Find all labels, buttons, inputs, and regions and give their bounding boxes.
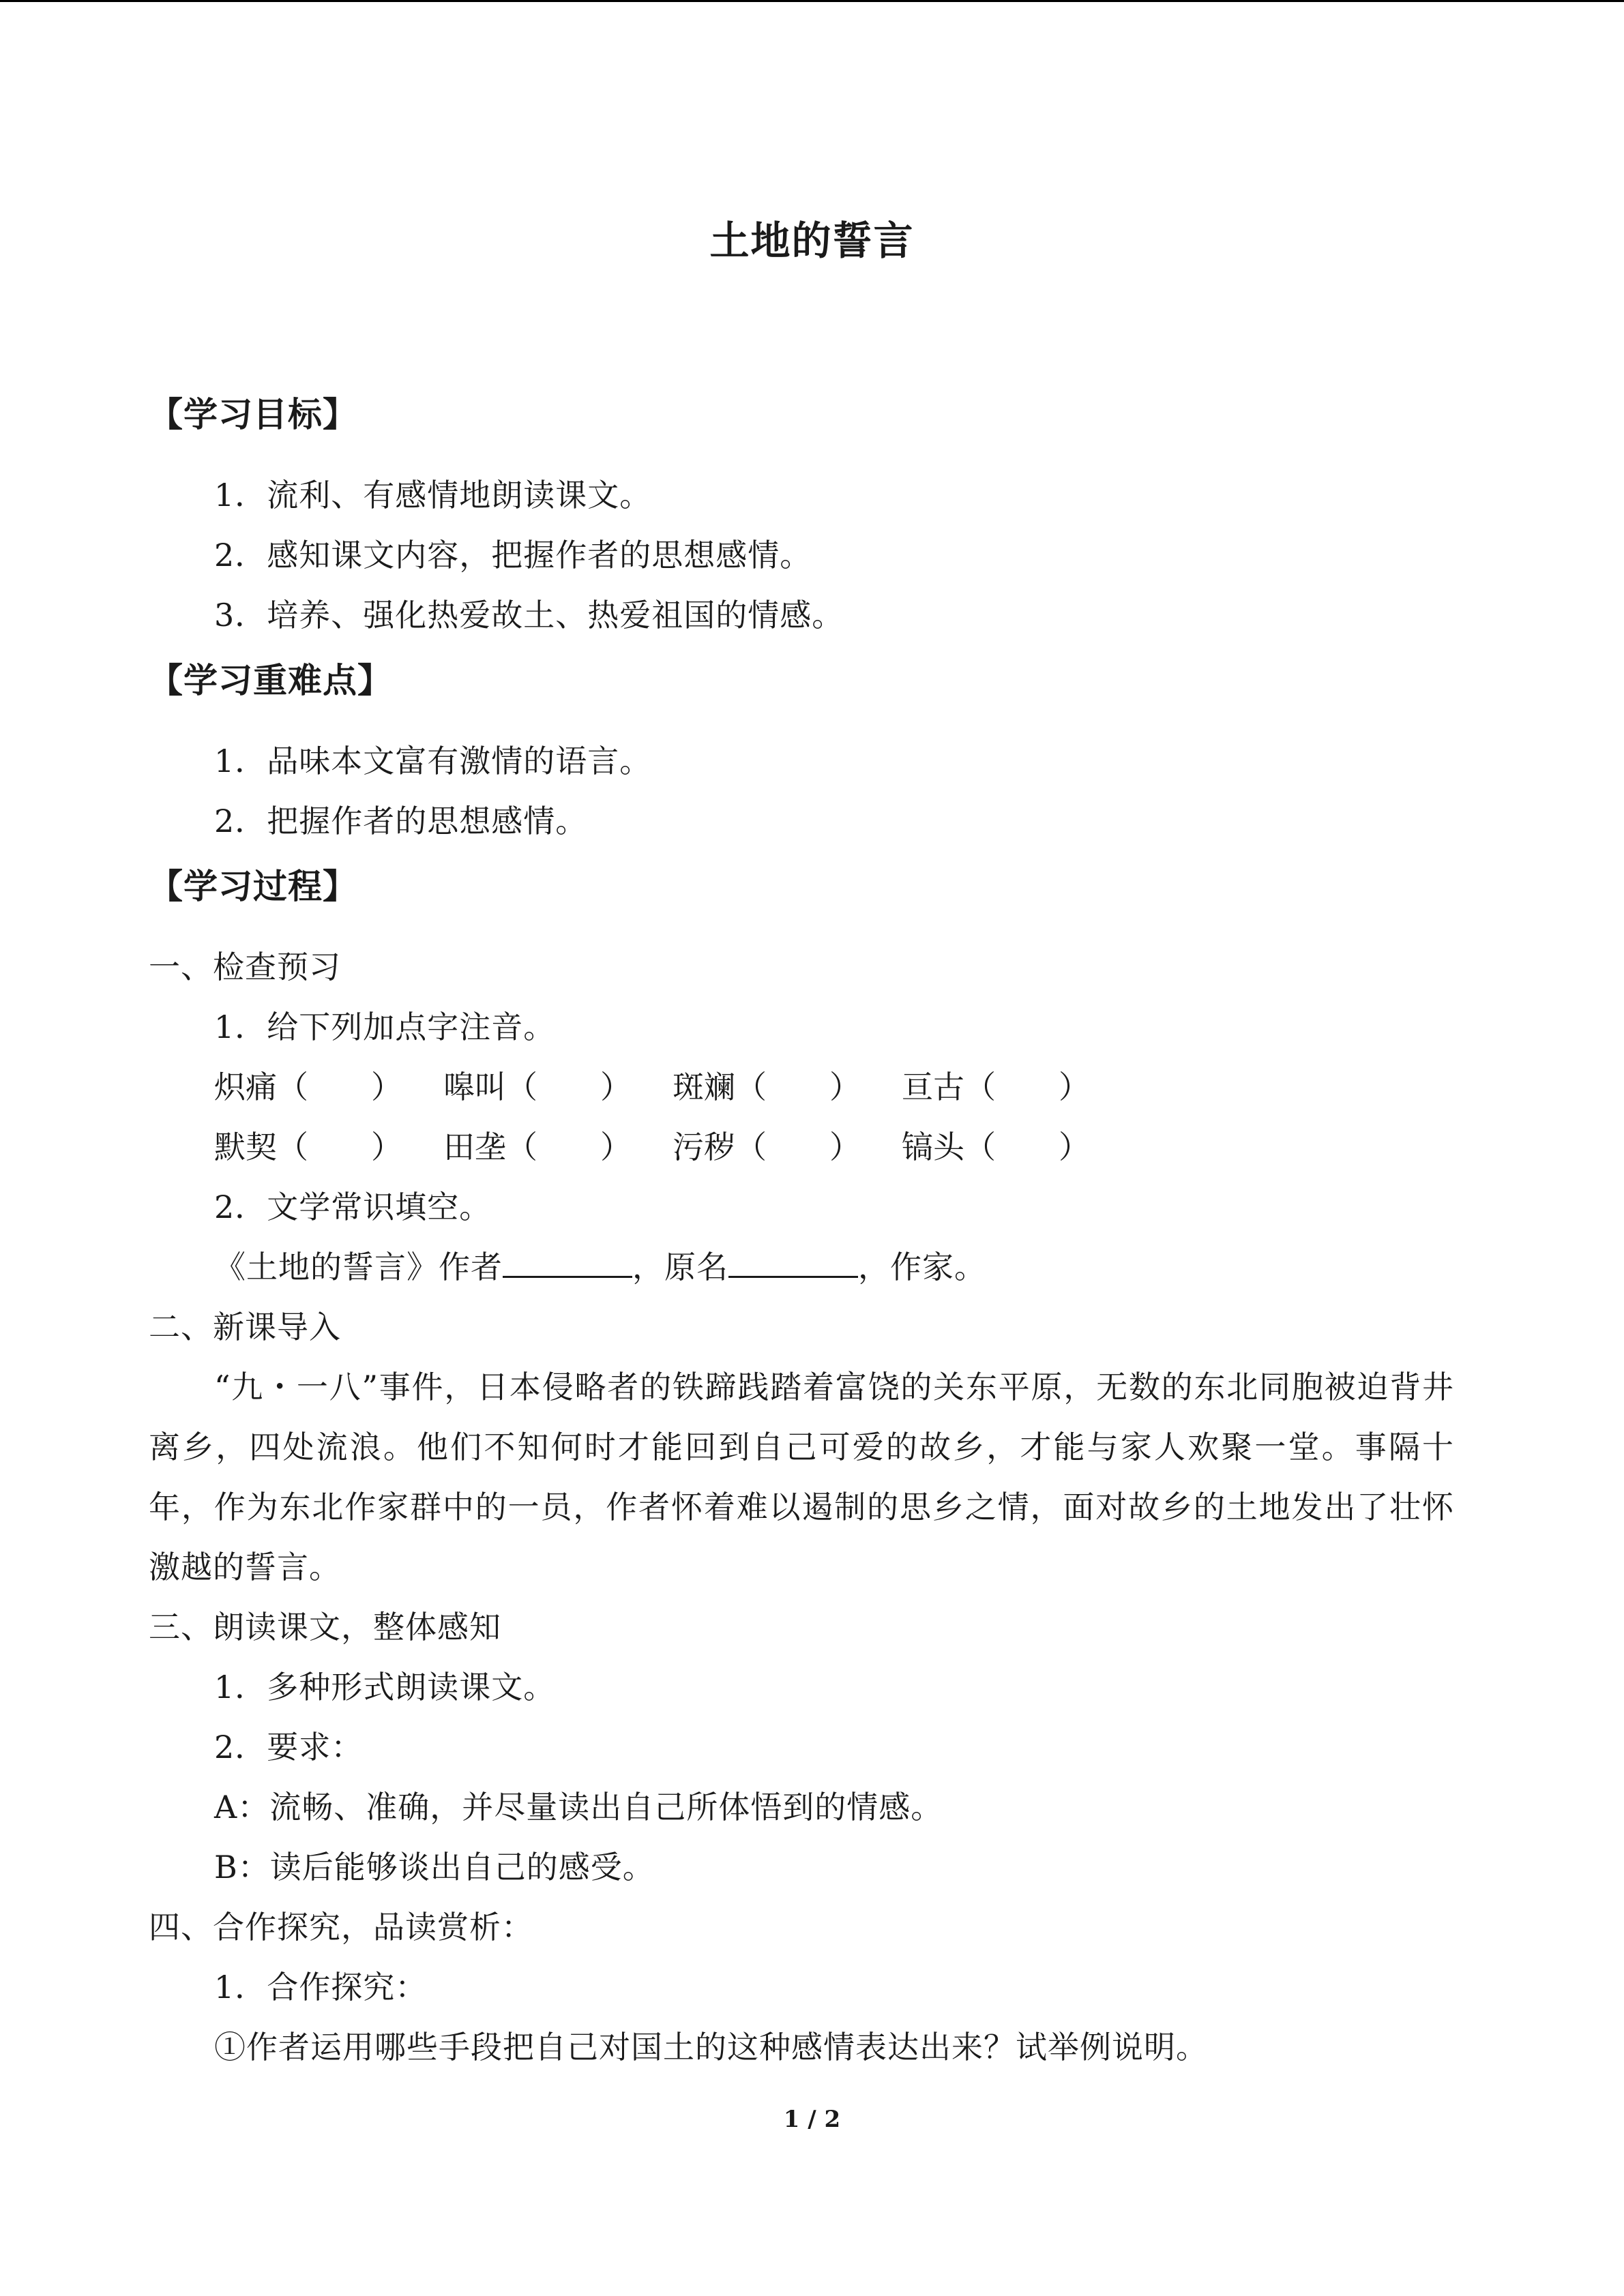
- part3-item-2: 2．要求：: [214, 1729, 364, 1765]
- part1-question-1: 1．给下列加点字注音。: [214, 1009, 556, 1045]
- author-blank[interactable]: [503, 1240, 632, 1278]
- part2-title: 二、新课导入: [149, 1309, 341, 1345]
- pinyin-item: 嗥叫（ ）: [443, 1069, 632, 1105]
- pinyin-item: 默契（ ）: [214, 1129, 402, 1165]
- heading-key-points: 【学习重难点】: [149, 661, 392, 700]
- pinyin-item: 亘古（ ）: [902, 1069, 1090, 1105]
- part1-title: 一、检查预习: [149, 949, 341, 985]
- part1-question-2: 2．文学常识填空。: [214, 1189, 492, 1225]
- pinyin-item: 镐头（ ）: [902, 1129, 1090, 1165]
- goal-item-2: 2．感知课文内容，把握作者的思想感情。: [214, 537, 812, 573]
- literature-fill-line: [214, 1237, 986, 1297]
- page-number: 1 / 2: [783, 2106, 841, 2133]
- intro-paragraph: “九・一八”事件，日本侵略者的铁蹄践踏着富饶的关东平原，无数的东北同胞被迫背井离乡，四处流浪。他们不知何时才能回到自己可爱的故乡，才能与家人欢聚一堂。事隔十年，作为东北作家群中的一员，作者怀着难以遏制的思乡之情，面对故乡的土地发出了壮怀激越的誓言。: [149, 1369, 1454, 1585]
- goal-item-1: 1．流利、有感情地朗读课文。: [214, 477, 652, 513]
- pinyin-item: 炽痛（ ）: [214, 1069, 402, 1105]
- page-top-border: [0, 0, 1624, 2]
- part3-item-1: 1．多种形式朗读课文。: [214, 1669, 556, 1705]
- fill-text-author: 《土地的誓言》作者: [214, 1249, 503, 1285]
- fill-text-original-name: ，原名: [632, 1249, 728, 1285]
- pinyin-item: 斑斓（ ）: [673, 1069, 861, 1105]
- pinyin-item: 污秽（ ）: [673, 1129, 861, 1165]
- original-name-blank[interactable]: [728, 1240, 858, 1278]
- page-title: 土地的誓言: [709, 218, 915, 264]
- fill-text-writer: ，作家。: [858, 1249, 986, 1285]
- part3-item-b: B：读后能够谈出自己的感受。: [214, 1849, 655, 1885]
- part3-title: 三、朗读课文，整体感知: [149, 1609, 501, 1645]
- part4-question-1: ①作者运用哪些手段把自己对国土的这种感情表达出来？试举例说明。: [214, 2029, 1208, 2066]
- heading-learning-process: 【学习过程】: [149, 867, 357, 906]
- key-point-item-2: 2．把握作者的思想感情。: [214, 803, 588, 839]
- part4-item-1: 1．合作探究：: [214, 1969, 428, 2006]
- goal-item-3: 3．培养、强化热爱故土、热爱祖国的情感。: [214, 597, 844, 633]
- part3-item-a: A：流畅、准确，并尽量读出自己所体悟到的情感。: [214, 1789, 943, 1825]
- heading-learning-goals: 【学习目标】: [149, 395, 357, 434]
- part4-title: 四、合作探究，品读赏析：: [149, 1909, 533, 1945]
- key-point-item-1: 1．品味本文富有激情的语言。: [214, 743, 652, 779]
- pinyin-item: 田垄（ ）: [443, 1129, 632, 1165]
